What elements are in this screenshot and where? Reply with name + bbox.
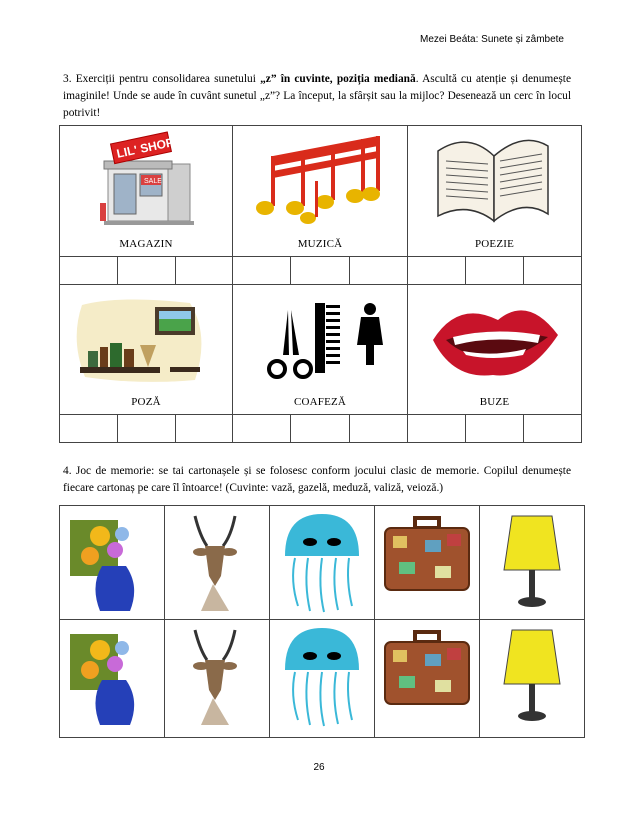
suitcase-icon xyxy=(375,506,479,618)
answer-row-2 xyxy=(60,415,582,443)
answer-cell[interactable] xyxy=(291,257,349,285)
hairdresser-tools-icon xyxy=(233,285,407,395)
suitcase-icon xyxy=(375,620,479,732)
memory-card-table xyxy=(59,505,585,738)
answer-row-1 xyxy=(60,257,582,285)
word-buze: BUZE xyxy=(479,396,510,408)
answer-cell[interactable] xyxy=(349,257,407,285)
svg-text:LIL' SHOP: LIL' SHOP xyxy=(115,135,176,161)
card-buze xyxy=(408,285,582,415)
word-poza: POZĂ xyxy=(131,396,161,408)
card-jellyfish[interactable] xyxy=(270,620,375,738)
answer-cell[interactable] xyxy=(291,415,349,443)
answer-cell[interactable] xyxy=(176,415,233,443)
gazelle-icon xyxy=(165,620,269,732)
word-poezie: POEZIE xyxy=(474,238,515,250)
answer-cell[interactable] xyxy=(408,415,466,443)
exercise-3-emphasis: „z” în cuvinte, poziția mediană xyxy=(260,73,416,85)
lamp-icon xyxy=(480,620,584,732)
gazelle-icon xyxy=(165,506,269,618)
card-suitcase[interactable] xyxy=(375,506,480,620)
answer-cell[interactable] xyxy=(523,415,581,443)
exercise-3-table xyxy=(59,125,582,443)
answer-cell[interactable] xyxy=(233,415,291,443)
word-coafeza: COAFEZĂ xyxy=(293,396,347,408)
vase-icon xyxy=(60,506,164,618)
card-coafeza xyxy=(233,285,408,415)
answer-cell[interactable] xyxy=(233,257,291,285)
answer-cell[interactable] xyxy=(523,257,581,285)
lips-icon xyxy=(408,285,581,395)
memory-row xyxy=(60,620,585,738)
card-muzica xyxy=(233,126,408,257)
answer-cell[interactable] xyxy=(408,257,466,285)
card-jellyfish[interactable] xyxy=(270,506,375,620)
svg-text:SALE: SALE xyxy=(144,178,162,185)
answer-cell[interactable] xyxy=(176,257,233,285)
photo-shelf-icon xyxy=(60,285,232,395)
card-lamp[interactable] xyxy=(480,506,585,620)
vase-icon xyxy=(60,620,164,732)
answer-cell[interactable] xyxy=(349,415,407,443)
answer-cell[interactable] xyxy=(118,415,176,443)
answer-cell[interactable] xyxy=(60,257,118,285)
word-muzica: MUZICĂ xyxy=(297,238,343,250)
word-magazin: MAGAZIN xyxy=(119,238,173,250)
open-book-icon xyxy=(408,126,581,236)
answer-cell[interactable] xyxy=(466,415,523,443)
lamp-icon xyxy=(480,506,584,618)
memory-row xyxy=(60,506,585,620)
answer-cell[interactable] xyxy=(60,415,118,443)
card-vase[interactable] xyxy=(60,506,165,620)
exercise-3-instructions: 3. Exerciții pentru consolidarea sunetului „z” în cuvinte, poziția mediană. Ascultă cu atenție și denumește imaginile! Unde se aude în cuvânt sunetul „z”? La început, la sfârșit sau la mijloc? Desenează un cerc în locul potrivit! xyxy=(63,73,572,119)
exercise-4-instructions: 4. Joc de memorie: se tai cartonașele și se folosesc conform jocului clasic de memorie. Copilul denumește fiecare cartonaș pe care îl întoarce! (Cuvinte: vază, gazelă, meduză, valiză, veioză.) xyxy=(63,465,571,494)
answer-cell[interactable] xyxy=(466,257,523,285)
page-header: Mezei Beáta: Sunete și zâmbete xyxy=(420,34,564,45)
page-number: 26 xyxy=(313,762,325,773)
card-magazin xyxy=(60,126,233,257)
card-vase[interactable] xyxy=(60,620,165,738)
card-suitcase[interactable] xyxy=(375,620,480,738)
card-gazelle[interactable] xyxy=(165,506,270,620)
jellyfish-icon xyxy=(270,506,374,618)
card-poezie xyxy=(408,126,582,257)
jellyfish-icon xyxy=(270,620,374,732)
shop-icon xyxy=(60,126,232,236)
card-poza xyxy=(60,285,233,415)
card-gazelle[interactable] xyxy=(165,620,270,738)
music-notes-icon xyxy=(233,126,407,236)
answer-cell[interactable] xyxy=(118,257,176,285)
card-lamp[interactable] xyxy=(480,620,585,738)
